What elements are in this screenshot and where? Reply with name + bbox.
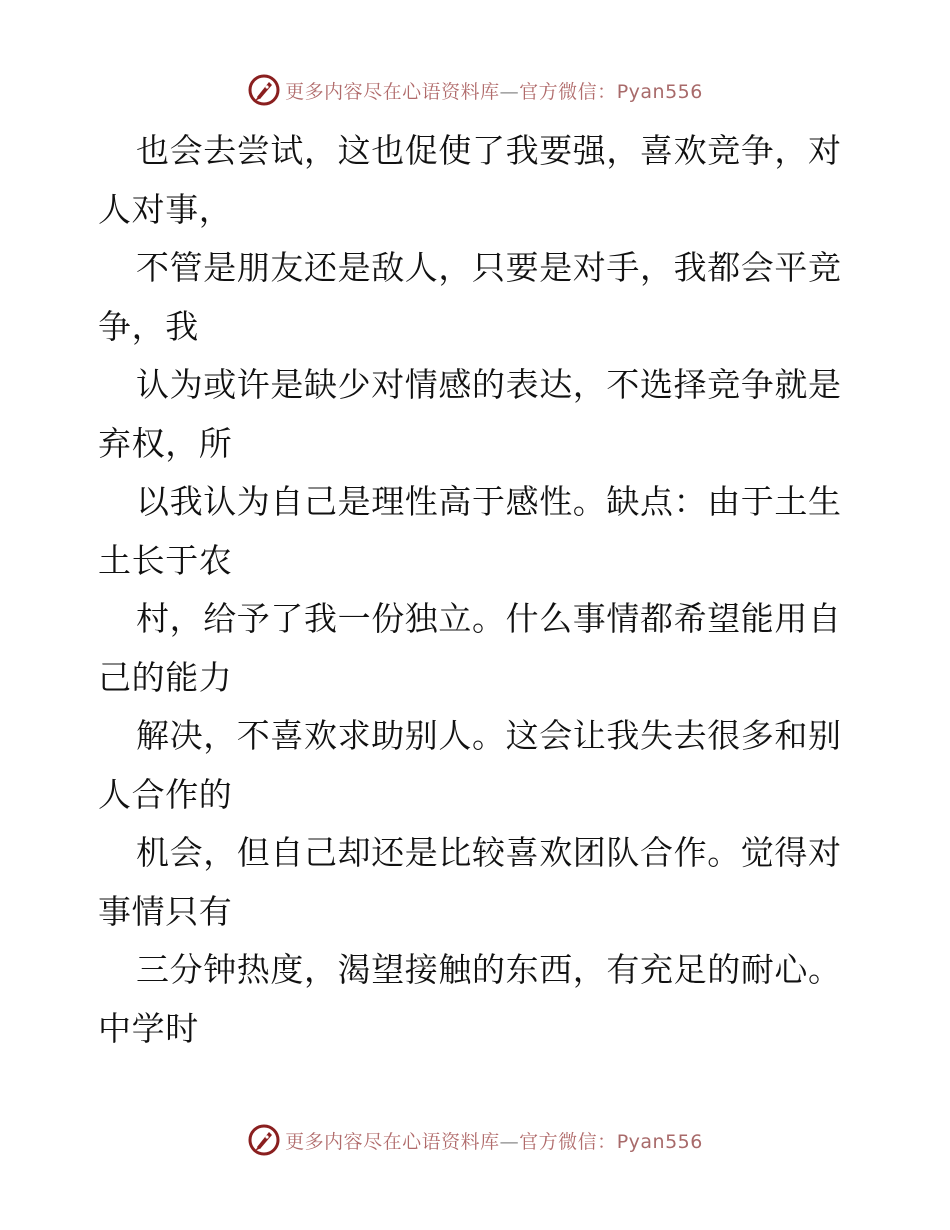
body-line: 中学时: [98, 1008, 199, 1048]
body-line: 弃权，所: [98, 423, 233, 463]
header-text: [285, 77, 703, 104]
body-line: 以我认为自己是理性高于感性。缺点：由于土生: [136, 482, 842, 521]
body-line: 事情只有: [98, 891, 233, 931]
header-banner: [0, 70, 950, 110]
header-separator: —: [499, 80, 520, 103]
footer-text: [285, 1127, 703, 1154]
footer-brand-text: 更多内容尽在心语资料库: [285, 1130, 500, 1153]
body-line: 争，我: [98, 306, 199, 346]
body-line: 村，给予了我一份独立。什么事情都希望能用自: [136, 599, 842, 638]
body-line: 土长于农: [98, 540, 233, 580]
footer-banner: [0, 1120, 950, 1160]
header-wechat-id: Pyan556: [616, 80, 703, 103]
body-line: 解决，不喜欢求助别人。这会让我失去很多和别: [136, 716, 842, 755]
body-line: 不管是朋友还是敌人，只要是对手，我都会平竞: [136, 248, 842, 287]
body-line: 机会，但自己却还是比较喜欢团队合作。觉得对: [136, 833, 842, 872]
body-line: 也会去尝试，这也促使了我要强，喜欢竞争，对: [136, 131, 842, 170]
body-line: 人对事，: [98, 189, 233, 229]
pen-nib-circle-icon: [247, 73, 281, 107]
footer-separator: —: [499, 1130, 520, 1153]
header-wechat-label: 官方微信：: [519, 80, 617, 103]
footer-wechat-id: Pyan556: [616, 1130, 703, 1153]
body-line: 认为或许是缺少对情感的表达，不选择竞争就是: [136, 365, 842, 404]
body-line: 三分钟热度，渴望接触的东西，有充足的耐心。: [136, 950, 842, 989]
header-brand-text: 更多内容尽在心语资料库: [285, 80, 500, 103]
body-line: 人合作的: [98, 774, 233, 814]
footer-wechat-label: 官方微信：: [519, 1130, 617, 1153]
body-line: 己的能力: [98, 657, 233, 697]
document-body: [98, 122, 858, 1058]
pen-nib-circle-icon: [247, 1123, 281, 1157]
